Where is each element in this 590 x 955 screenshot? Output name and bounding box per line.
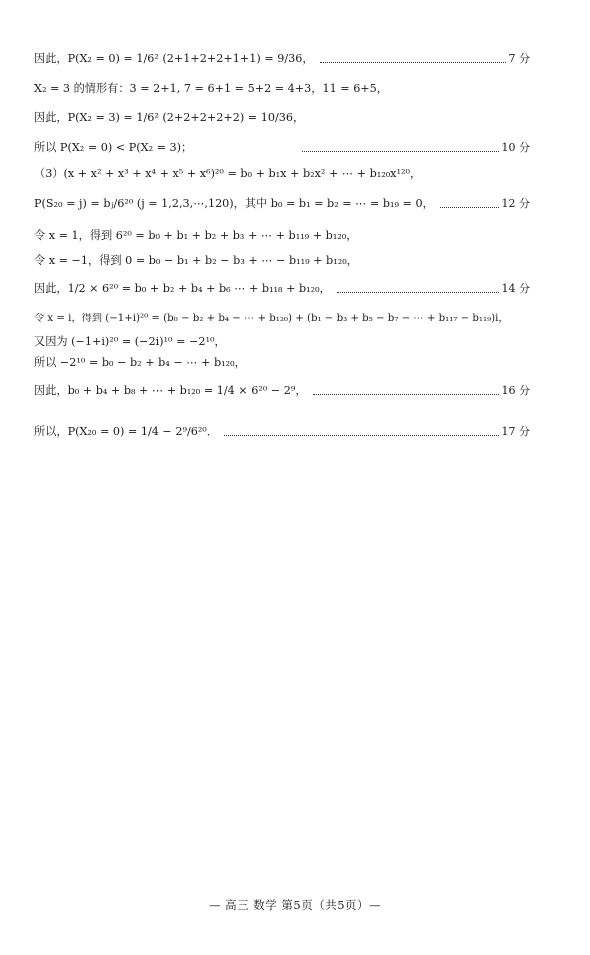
answer-line-12 — [34, 356, 530, 370]
line-text: 所以，P(X₂₀ = 0) = 1/4 − 2⁹/6²⁰． — [34, 425, 218, 438]
answer-line-3 — [34, 111, 530, 125]
line-text: 令 x = 1，得到 6²⁰ = b₀ + b₁ + b₂ + b₃ + ⋯ + b₁₁₉ + b₁₂₀， — [34, 229, 358, 242]
score-label: 10 分 — [501, 141, 530, 155]
answer-line-1 — [34, 52, 530, 66]
answer-line-6 — [34, 197, 530, 211]
line-text: 令 x = −1，得到 0 = b₀ − b₁ + b₂ − b₃ + ⋯ − b₁₁₉ + b₁₂₀， — [34, 254, 358, 267]
answer-line-7 — [34, 229, 530, 243]
line-text: 又因为 (−1+i)²⁰ = (−2i)¹⁰ = −2¹⁰， — [34, 335, 226, 348]
line-text: 所以 P(X₂ = 0) < P(X₂ = 3)； — [34, 141, 193, 154]
answer-line-9 — [34, 282, 530, 296]
line-text: P(S₂₀ = j) = bⱼ/6²⁰ (j = 1,2,3,⋯,120)，其中 b₀ = b₁ = b₂ = ⋯ = b₁₉ = 0， — [34, 197, 434, 210]
line-text: 因此，P(X₂ = 3) = 1/6² (2+2+2+2+2) = 10/36， — [34, 111, 305, 124]
score-label: 16 分 — [501, 384, 530, 398]
leader-dots — [302, 151, 498, 152]
score-label: 7 分 — [508, 52, 530, 66]
line-text: 因此，b₀ + b₄ + b₈ + ⋯ + b₁₂₀ = 1/4 × 6²⁰ − 2⁹， — [34, 384, 307, 397]
line-text: 所以 −2¹⁰ = b₀ − b₂ + b₄ − ⋯ + b₁₂₀， — [34, 356, 246, 369]
answer-line-10 — [34, 313, 530, 326]
answer-line-2 — [34, 82, 530, 96]
answer-line-4 — [34, 141, 530, 155]
score-label: 17 分 — [501, 425, 530, 439]
line-text: 令 x = i，得到 (−1+i)²⁰ = (b₀ − b₂ + b₄ − ⋯ + b₁₂₀) + (b₁ − b₃ + b₅ − b₇ − ⋯ + b₁₁₇ − b₁₁₉)i， — [34, 313, 509, 324]
answer-line-5 — [34, 167, 530, 181]
line-text: 因此，1/2 × 6²⁰ = b₀ + b₂ + b₄ + b₆ ⋯ + b₁₁₈ + b₁₂₀， — [34, 282, 331, 295]
line-text: 因此，P(X₂ = 0) = 1/6² (2+1+2+2+1+1) = 9/36， — [34, 52, 314, 65]
leader-dots — [313, 394, 499, 395]
answer-line-8 — [34, 254, 530, 268]
leader-dots — [337, 292, 499, 293]
answer-line-11 — [34, 335, 530, 349]
score-label: 12 分 — [501, 197, 530, 211]
page-footer: — 高三 数学 第5页（共5页）— — [208, 898, 382, 912]
answer-line-14 — [34, 425, 530, 439]
answer-line-13 — [34, 384, 530, 398]
line-text: X₂ = 3 的情形有：3 = 2+1, 7 = 6+1 = 5+2 = 4+3，11 = 6+5， — [34, 82, 388, 95]
leader-dots — [224, 435, 499, 436]
leader-dots — [320, 62, 506, 63]
leader-dots — [440, 207, 499, 208]
line-text: （3）(x + x² + x³ + x⁴ + x⁵ + x⁶)²⁰ = b₀ + b₁x + b₂x² + ⋯ + b₁₂₀x¹²⁰， — [34, 167, 422, 180]
score-label: 14 分 — [501, 282, 530, 296]
